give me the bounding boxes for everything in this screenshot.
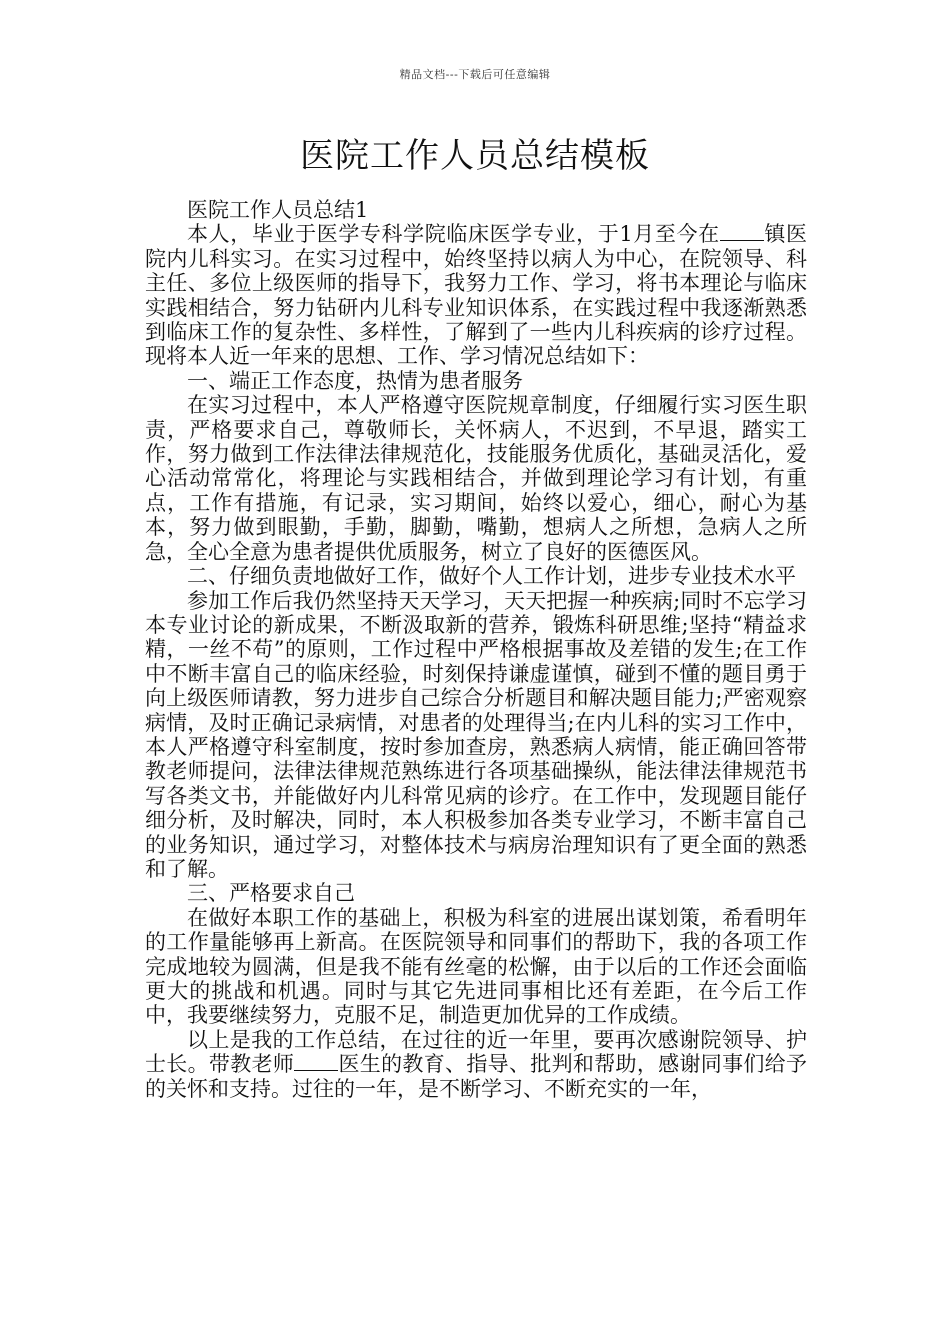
document-body [145, 198, 807, 1101]
closing-text-before-blank: 以上是我的工作总结，在过往的近一年里，要再次感谢院领导、护士长。带教老师 [145, 1027, 807, 1077]
document-title: 医院工作人员总结模板 [300, 136, 650, 176]
header-note: 精品文档---下载后可任意编辑 [399, 68, 551, 81]
fill-in-blank [294, 1052, 338, 1071]
closing-text-after-blank: 医生的教育、指导、批判和帮助，感谢同事们给予的关怀和支持。过往的一年，是不断学习、不断充实的一年， [145, 1052, 807, 1101]
section-heading-2: 二、仔细负责地做好工作，做好个人工作计划，进步专业技术水平 [187, 564, 796, 589]
fill-in-blank [720, 222, 764, 241]
section-heading-3: 三、严格要求自己 [187, 881, 355, 906]
section-heading-1: 一、端正工作态度，热情为患者服务 [187, 368, 523, 393]
body-paragraph-2: 参加工作后我仍然坚持天天学习，天天把握一种疾病;同时不忘学习本专业讨论的新成果，不断汲取新的营养，锻炼科研思维;坚持“精益求精，一丝不苟”的原则，工作过程中严格根据事故及差错的发生;在工作中不断丰富自己的临床经验，时刻保持谦虚谨慎，碰到不懂的题目勇于向上级医师请教，努力进步自己综合分析题目和解决题目能力;严密观察病情，及时正确记录病情，对患者的处理得当;在内儿科的实习工作中，本人严格遵守科室制度，按时参加查房，熟悉病人病情，能正确回答带教老师提问，法律法律规范熟练进行各项基础操纵，能法律法律规范书写各类文书，并能做好内儿科常见病的诊疗。在工作中，发现题目能仔细分析，及时解决，同时，本人积极参加各类专业学习，不断丰富自己的业务知识，通过学习，对整体技术与病房治理知识有了更全面的熟悉和了解。 [145, 588, 807, 881]
body-paragraph-1: 在实习过程中，本人严格遵守医院规章制度，仔细履行实习医生职责，严格要求自己，尊敬师长，关怀病人，不迟到，不早退，踏实工作，努力做到工作法律法律规范化，技能服务优质化，基础灵活化，爱心活动常常化，将理论与实践相结合，并做到理论学习有计划，有重点，工作有措施，有记录，实习期间，始终以爱心，细心，耐心为基本，努力做到眼勤，手勤，脚勤，嘴勤，想病人之所想，急病人之所急，全心全意为患者提供优质服务，树立了良好的医德医风。 [145, 393, 807, 564]
intro-text-before-blank: 本人，毕业于医学专科学院临床医学专业，于1月至今在 [187, 222, 720, 247]
intro-text-after-blank: 镇医院内儿科实习。在实习过程中，始终坚持以病人为中心，在院领导、科主任、多位上级医师的指导下，我努力工作、学习，将书本理论与临床实践相结合，努力钻研内儿科专业知识体系，在实践过程中我逐渐熟悉到临床工作的复杂性、多样性，了解到了一些内儿科疾病的诊疗过程。现将本人近一年来的思想、工作、学习情况总结如下： [145, 222, 808, 369]
closing-paragraph [145, 1028, 807, 1101]
body-paragraph-3: 在做好本职工作的基础上，积极为科室的进展出谋划策，希看明年的工作量能够再上新高。在医院领导和同事们的帮助下，我的各项工作完成地较为圆满，但是我不能有丝毫的松懈，由于以后的工作还会面临更大的挑战和机遇。同时与其它先进同事相比还有差距，在今后工作中，我要继续努力，克服不足，制造更加优异的工作成绩。 [145, 905, 807, 1028]
section-heading-summary-1: 医院工作人员总结1 [187, 198, 369, 222]
intro-paragraph [145, 222, 807, 368]
